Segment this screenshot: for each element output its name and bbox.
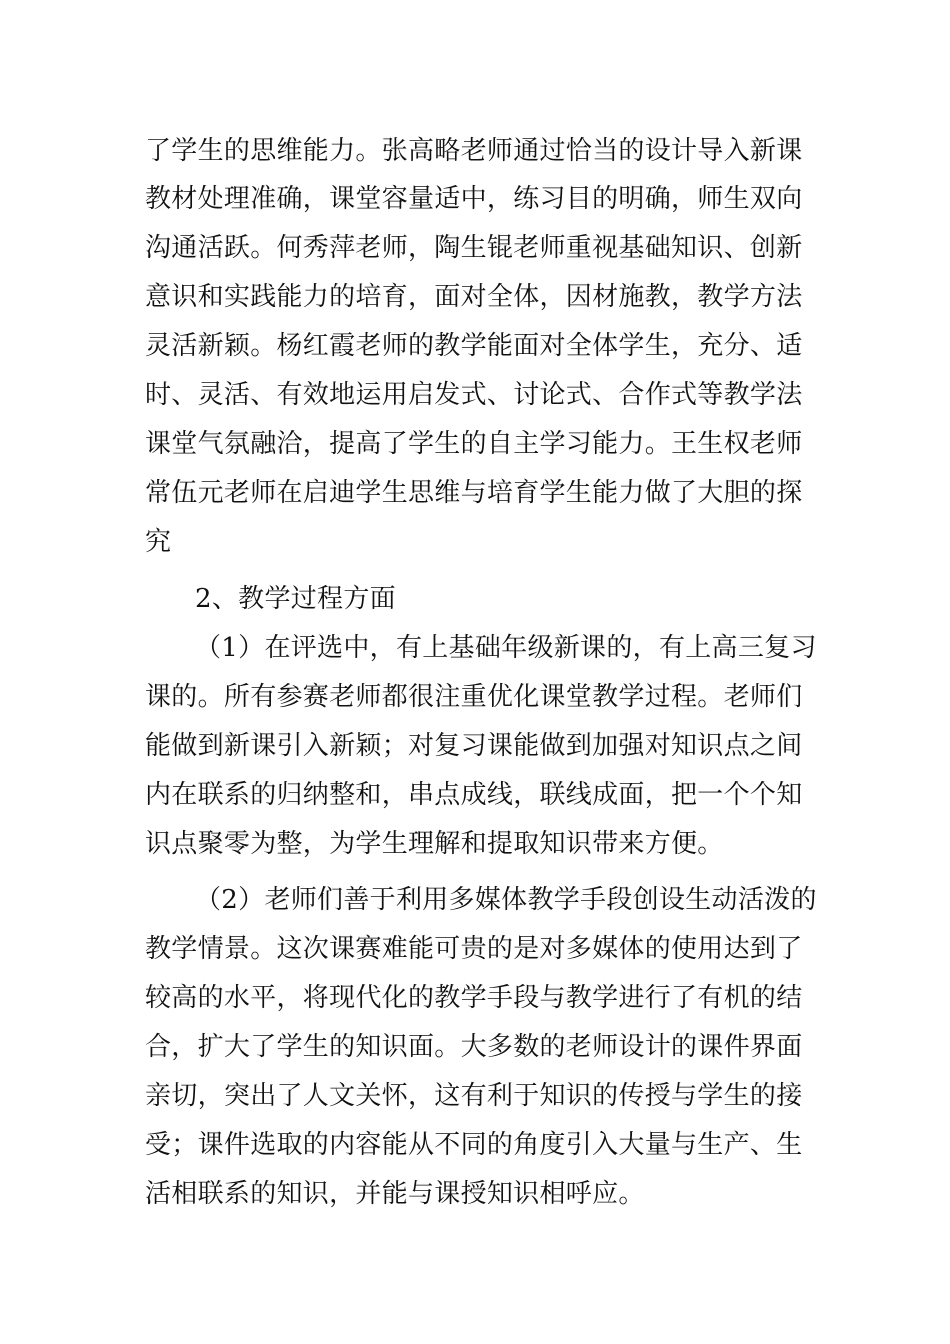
text-line: 常伍元老师在启迪学生思维与培育学生能力做了大胆的探: [145, 478, 803, 508]
text-line: （2）老师们善于利用多媒体教学手段创设生动活泼的: [195, 885, 817, 915]
section-heading: 2、教学过程方面: [195, 584, 396, 614]
text-line: 灵活新颖。杨红霞老师的教学能面对全体学生，充分、适: [145, 331, 803, 361]
text-line: 沟通活跃。何秀萍老师，陶生锟老师重视基础知识、创新: [145, 233, 803, 263]
text-line: 较高的水平，将现代化的教学手段与教学进行了有机的结: [145, 983, 803, 1013]
text-line: （1）在评选中，有上基础年级新课的，有上高三复习: [195, 633, 817, 663]
text-line: 内在联系的归纳整和，串点成线，联线成面，把一个个知: [145, 780, 803, 810]
text-line: 课堂气氛融洽，提高了学生的自主学习能力。王生权老师: [145, 429, 803, 459]
text-line: 究: [145, 527, 172, 557]
text-line: 活相联系的知识，并能与课授知识相呼应。: [145, 1179, 645, 1209]
text-line: 亲切，突出了人文关怀，这有利于知识的传授与学生的接: [145, 1081, 803, 1111]
text-line: 意识和实践能力的培育，面对全体，因材施教，教学方法: [145, 282, 803, 312]
text-line: 教学情景。这次课赛难能可贵的是对多媒体的使用达到了: [145, 934, 803, 964]
text-line: 合，扩大了学生的知识面。大多数的老师设计的课件界面: [145, 1032, 803, 1062]
text-line: 课的。所有参赛老师都很注重优化课堂教学过程。老师们: [145, 682, 803, 712]
text-line: 教材处理准确，课堂容量适中，练习目的明确，师生双向: [145, 184, 803, 214]
text-line: 时、灵活、有效地运用启发式、讨论式、合作式等教学法: [145, 380, 803, 410]
text-line: 受；课件选取的内容能从不同的角度引入大量与生产、生: [145, 1130, 803, 1160]
text-line: 识点聚零为整，为学生理解和提取知识带来方便。: [145, 829, 724, 859]
text-line: 了学生的思维能力。张高略老师通过恰当的设计导入新课: [145, 136, 803, 166]
text-line: 能做到新课引入新颖；对复习课能做到加强对知识点之间: [145, 731, 803, 761]
